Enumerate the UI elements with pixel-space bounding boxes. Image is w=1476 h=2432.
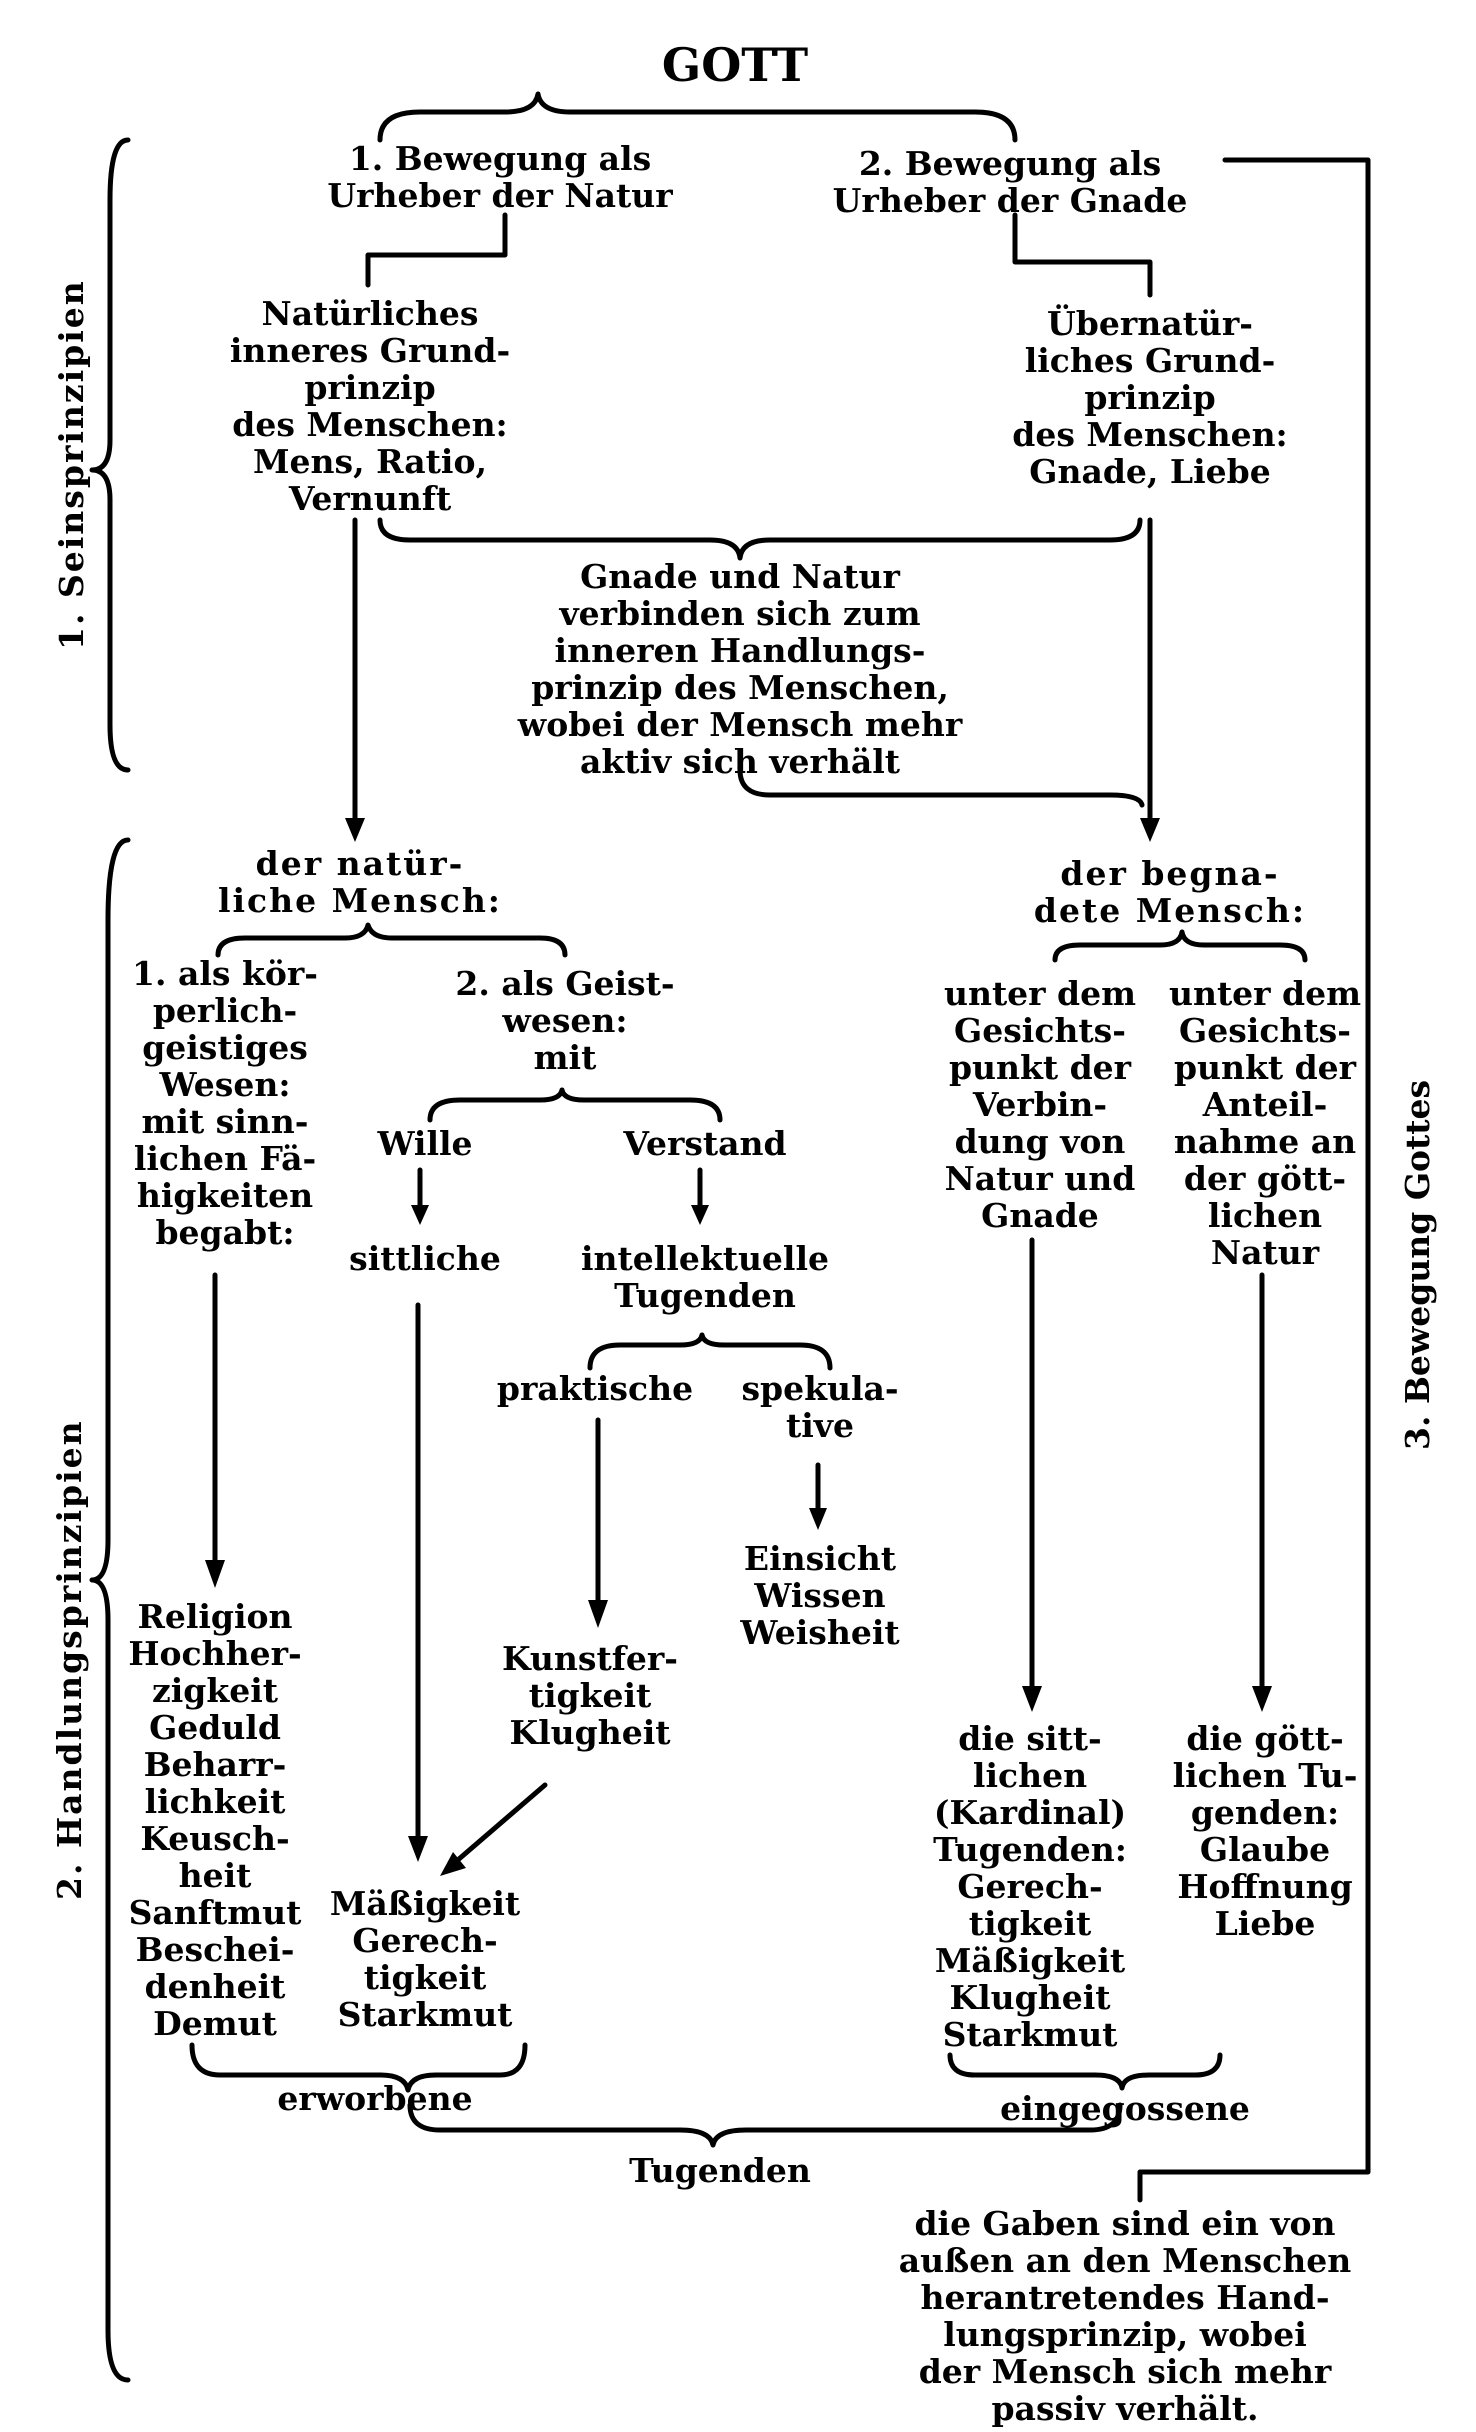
node-kardinal: die sitt- lichen (Kardinal) Tugenden: Gerech- tigkeit Mäßigkeit Klugheit Starkmut	[933, 1719, 1127, 2054]
node-goettlichen: die gött- lichen Tu- genden: Glaube Hoffnung Liebe	[1172, 1719, 1358, 1943]
node-maessigkeit: Mäßigkeit Gerech- tigkeit Starkmut	[329, 1884, 521, 2034]
node-einsicht: Einsicht Wissen Weisheit	[740, 1539, 900, 1652]
node-praktische: praktische	[496, 1369, 694, 1408]
node-intellektuelle: intellektuelle Tugenden	[581, 1239, 829, 1315]
node-sittliche: sittliche	[349, 1239, 501, 1278]
node-begnadete-mensch: der begna- dete Mensch:	[1033, 854, 1307, 930]
node-gaben: die Gaben sind ein von außen an den Menschen herantretendes Hand- lungsprinzip, wobei der Mensch sich mehr passiv verhält.	[898, 2204, 1352, 2428]
node-uebernatuerliches-grundprinzip: Übernatür- liches Grund- prinzip des Menschen: Gnade, Liebe	[1012, 304, 1288, 491]
node-kunstfertigkeit: Kunstfer- tigkeit Klugheit	[501, 1639, 679, 1752]
node-religion: Religion Hochher- zigkeit Geduld Beharr- lichkeit Keusch- heit Sanftmut Beschei- denheit Demut	[128, 1597, 302, 2043]
node-gnade-und-natur: Gnade und Natur verbinden sich zum inneren Handlungs- prinzip des Menschen, wobei der Mensch mehr aktiv sich verhält	[517, 557, 963, 781]
node-wille: Wille	[377, 1124, 473, 1163]
label-handlungsprinzipien: 2. Handlungsprinzipien	[50, 1419, 89, 1900]
node-koerperlich: 1. als kör- perlich- geistiges Wesen: mit sinn- lichen Fä- higkeiten begabt:	[132, 954, 318, 1252]
node-verstand: Verstand	[623, 1124, 787, 1163]
node-geistwesen: 2. als Geist- wesen: mit	[455, 964, 675, 1077]
node-anteilnahme: unter dem Gesichts- punkt der Anteil- nahme an der gött- lichen Natur	[1168, 974, 1362, 1272]
label-seinsprinzipien: 1. Seinsprinzipien	[52, 279, 91, 650]
node-eingegossene: eingegossene	[1000, 2089, 1250, 2128]
node-erworbene: erworbene	[277, 2079, 473, 2118]
label-bewegung-gottes: 3. Bewegung Gottes	[1398, 1079, 1437, 1450]
node-bewegung-gnade: 2. Bewegung als Urheber der Gnade	[832, 144, 1188, 220]
node-bewegung-natur: 1. Bewegung als Urheber der Natur	[327, 139, 673, 215]
title-gott: GOTT	[661, 38, 809, 92]
node-verbindung: unter dem Gesichts- punkt der Verbin- dung von Natur und Gnade	[943, 974, 1137, 1235]
node-spekulative: spekula- tive	[741, 1369, 899, 1445]
node-natuerliche-mensch: der natür- liche Mensch:	[217, 844, 502, 920]
node-tugenden: Tugenden	[629, 2151, 811, 2190]
node-natuerliches-grundprinzip: Natürliches inneres Grund- prinzip des Menschen: Mens, Ratio, Vernunft	[229, 294, 511, 518]
